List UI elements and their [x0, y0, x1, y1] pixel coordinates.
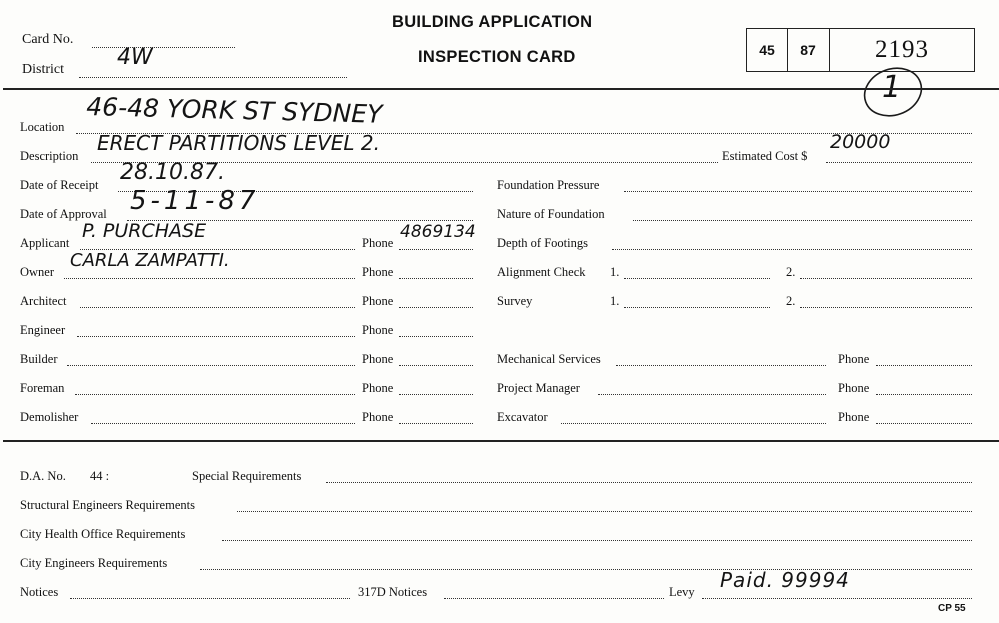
structural-label: Structural Engineers Requirements: [20, 498, 195, 512]
project-manager-label: Project Manager: [497, 381, 580, 395]
number-box-cell-1: 45: [759, 42, 775, 58]
estimated-cost-label: Estimated Cost $: [722, 149, 808, 163]
builder-phone-line: [399, 365, 473, 366]
architect-phone-label: Phone: [362, 294, 394, 308]
project-manager-phone-line: [876, 394, 972, 395]
engineer-line: [77, 336, 355, 337]
approval-value: 5-11-87: [130, 186, 260, 216]
architect-line: [80, 307, 355, 308]
notices-line: [70, 598, 350, 599]
location-label: Location: [20, 120, 65, 134]
depth-footings-label: Depth of Footings: [497, 236, 588, 250]
city-engineers-label: City Engineers Requirements: [20, 556, 168, 570]
demolisher-line: [91, 423, 355, 424]
project-manager-line: [598, 394, 826, 395]
district-value: 4W: [117, 45, 153, 70]
description-value: ERECT PARTITIONS LEVEL 2.: [97, 131, 381, 155]
location-value: 46-48 YORK ST SYDNEY: [86, 92, 383, 129]
applicant-phone-value: 4869134: [400, 222, 476, 242]
mechanical-phone-label: Phone: [838, 352, 870, 366]
survey-line-2: [800, 307, 972, 308]
foundation-pressure-label: Foundation Pressure: [497, 178, 600, 192]
approval-label: Date of Approval: [20, 207, 107, 221]
builder-line: [67, 365, 355, 366]
architect-phone-line: [399, 307, 473, 308]
section-rule: [3, 440, 999, 442]
alignment-check-label: Alignment Check: [497, 265, 586, 279]
mechanical-label: Mechanical Services: [497, 352, 601, 366]
foreman-label: Foreman: [20, 381, 65, 395]
receipt-value: 28.10.87.: [120, 160, 225, 185]
district-label: District: [22, 62, 64, 77]
levy-label: Levy: [669, 585, 695, 599]
application-number: 2193: [875, 36, 929, 63]
alignment-num-1: 1.: [610, 265, 620, 279]
survey-num-1: 1.: [610, 294, 620, 308]
nature-foundation-label: Nature of Foundation: [497, 207, 605, 221]
engineer-phone-line: [399, 336, 473, 337]
notices-label: Notices: [20, 585, 59, 599]
excavator-label: Excavator: [497, 410, 548, 424]
engineer-label: Engineer: [20, 323, 66, 337]
owner-phone-line: [399, 278, 473, 279]
da-no-label: D.A. No.: [20, 469, 66, 483]
city-engineers-line: [200, 569, 972, 570]
alignment-num-2: 2.: [786, 265, 796, 279]
foreman-phone-line: [399, 394, 473, 395]
applicant-phone-label: Phone: [362, 236, 394, 250]
levy-line: [702, 598, 972, 599]
form-code: CP 55: [938, 603, 966, 614]
applicant-value: P. PURCHASE: [82, 220, 207, 242]
architect-label: Architect: [20, 294, 67, 308]
number-box-cell-2: 87: [800, 42, 816, 58]
description-label: Description: [20, 149, 79, 163]
special-requirements-line: [326, 482, 972, 483]
applicant-phone-line: [399, 249, 473, 250]
excavator-phone-line: [876, 423, 972, 424]
estimated-cost-value: 20000: [830, 131, 891, 153]
structural-line: [237, 511, 972, 512]
owner-value: CARLA ZAMPATTI.: [70, 250, 230, 271]
foreman-line: [75, 394, 355, 395]
card-no-label: Card No.: [22, 32, 74, 47]
header-rule: [3, 88, 999, 90]
receipt-label: Date of Receipt: [20, 178, 99, 192]
notices-317d-line: [444, 598, 664, 599]
card-title-line2: INSPECTION CARD: [418, 48, 576, 66]
notices-317d-label: 317D Notices: [358, 585, 428, 599]
survey-num-2: 2.: [786, 294, 796, 308]
card-no-line: [92, 47, 235, 48]
levy-value: Paid. 99994: [720, 568, 850, 592]
depth-footings-line: [612, 249, 972, 250]
alignment-line-2: [800, 278, 972, 279]
demolisher-phone-label: Phone: [362, 410, 394, 424]
excavator-line: [561, 423, 826, 424]
engineer-phone-label: Phone: [362, 323, 394, 337]
special-requirements-label: Special Requirements: [192, 469, 302, 483]
alignment-line-1: [624, 278, 770, 279]
health-label: City Health Office Requirements: [20, 527, 186, 541]
owner-line: [64, 278, 355, 279]
estimated-cost-line: [826, 162, 972, 163]
district-line: [79, 77, 347, 78]
demolisher-label: Demolisher: [20, 410, 79, 424]
builder-label: Builder: [20, 352, 58, 366]
applicant-label: Applicant: [20, 236, 70, 250]
builder-phone-label: Phone: [362, 352, 394, 366]
circled-mark-value: 1: [882, 70, 902, 105]
demolisher-phone-line: [399, 423, 473, 424]
project-manager-phone-label: Phone: [838, 381, 870, 395]
foreman-phone-label: Phone: [362, 381, 394, 395]
survey-line-1: [624, 307, 770, 308]
owner-label: Owner: [20, 265, 55, 279]
mechanical-line: [616, 365, 826, 366]
da-no-value: 44 :: [90, 469, 110, 483]
excavator-phone-label: Phone: [838, 410, 870, 424]
foundation-pressure-line: [624, 191, 972, 192]
mechanical-phone-line: [876, 365, 972, 366]
nature-foundation-line: [633, 220, 972, 221]
survey-label: Survey: [497, 294, 533, 308]
health-line: [222, 540, 972, 541]
owner-phone-label: Phone: [362, 265, 394, 279]
card-title-line1: BUILDING APPLICATION: [392, 13, 593, 31]
